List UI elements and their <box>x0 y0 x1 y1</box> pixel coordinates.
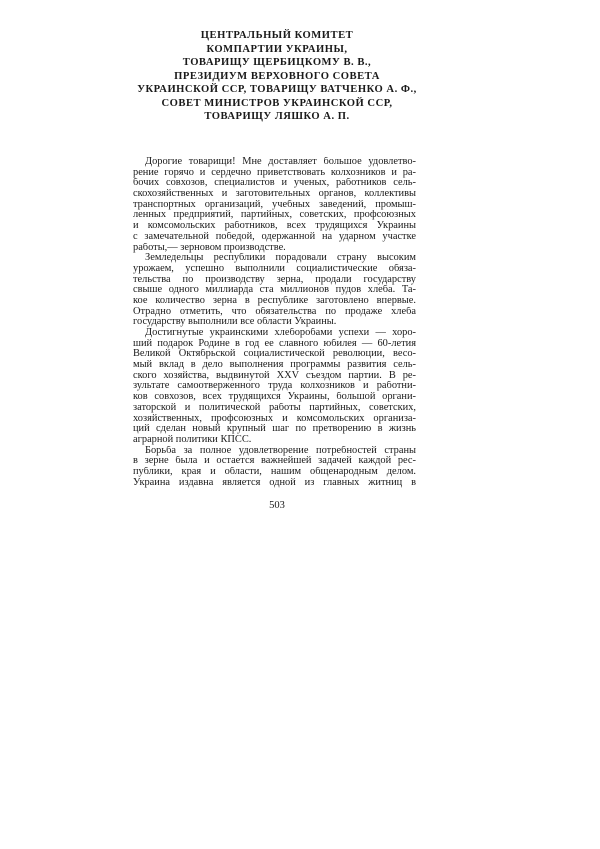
text-line: рение горячо и сердечно приветствовать колхозников и ра- <box>133 167 416 178</box>
text-line: скохозяйственных и заготовительных органов, коллективы <box>133 189 416 200</box>
text-line: Отрадно отметить, что обязательства по продаже хлеба <box>133 306 416 317</box>
text-line: Земледельцы республики порадовали страну высоким <box>145 253 416 264</box>
text-line: аграрной политики КПСС. <box>133 434 252 445</box>
heading-line: ЦЕНТРАЛЬНЫЙ КОМИТЕТ <box>200 30 354 41</box>
text-line: ского хозяйства, выдвинутой XXV съездом партии. В ре- <box>133 370 416 381</box>
heading-line: КОМПАРТИИ УКРАИНЫ, <box>206 43 348 55</box>
text-line: мый вклад в дело выполнения программы развития сель- <box>133 360 416 371</box>
text-line: и комсомольских работников, всех трудящихся Украины <box>133 221 416 232</box>
text-line: ков совхозов, всех трудящихся Украины, большой органи- <box>133 392 416 403</box>
text-line: публики, края и области, нашим общенародным делом. <box>133 466 416 477</box>
text-line: ленных предприятий, партийных, советских, профсоюзных <box>133 210 416 221</box>
text-line: кое количество зерна в республике заготовлено впервые. <box>133 295 416 306</box>
page-number: 503 <box>269 500 285 511</box>
text-line: государству выполнили все области Украины. <box>133 317 337 328</box>
text-line: хозяйственных, профсоюзных и комсомольских организа- <box>133 413 416 424</box>
text-line: ший подарок Родине в год ее славного юбилея — 60-летия <box>133 338 416 349</box>
text-line: Достигнутые украинскими хлеборобами успехи — хоро- <box>145 328 416 338</box>
text-line: урожаем, успешно выполнили социалистические обяза- <box>133 263 416 274</box>
text-line: с замечательной победой, одержанной на ударном участке <box>133 231 416 242</box>
heading-line: СОВЕТ МИНИСТРОВ УКРАИНСКОЙ ССР, <box>161 97 393 109</box>
text-line: Борьба за полное удовлетворение потребностей страны <box>145 445 416 456</box>
text-line: Украина издавна является одной из главных житниц в <box>133 477 416 488</box>
text-line: зультате самоотверженного труда колхозников и работни- <box>133 381 416 392</box>
text-line: транспортных организаций, учебных заведений, промыш- <box>133 199 416 210</box>
text-line: Дорогие товарищи! Мне доставляет большое удовлетво- <box>145 157 416 167</box>
text-line: ций сделан новый крупный шаг по претворению в жизнь <box>133 424 416 435</box>
text-line: бочих совхозов, специалистов и ученых, работников сель- <box>133 178 416 189</box>
text-line: Великой Октябрьской социалистической революции, весо- <box>133 349 416 360</box>
text-line: в зерне была и остается важнейшей задачей каждой рес- <box>133 456 416 467</box>
heading-line: ТОВАРИЩУ ЩЕРБИЦКОМУ В. В., <box>182 57 372 68</box>
heading-line: УКРАИНСКОЙ ССР, ТОВАРИЩУ ВАТЧЕНКО А. Ф., <box>137 84 417 95</box>
text-line: заторской и политической работы партийных, советских, <box>133 402 416 413</box>
letter-body <box>133 157 416 488</box>
letter-address-heading <box>120 29 434 124</box>
text-line: работы,— зерновом производстве. <box>133 242 286 253</box>
text-line: тельства по производству зерна, продали государству <box>133 274 416 285</box>
heading-line: ПРЕЗИДИУМ ВЕРХОВНОГО СОВЕТА <box>174 70 380 82</box>
heading-line: ТОВАРИЩУ ЛЯШКО А. П. <box>204 111 350 122</box>
text-line: свыше одного миллиарда ста миллионов пудов хлеба. Та- <box>133 285 416 296</box>
